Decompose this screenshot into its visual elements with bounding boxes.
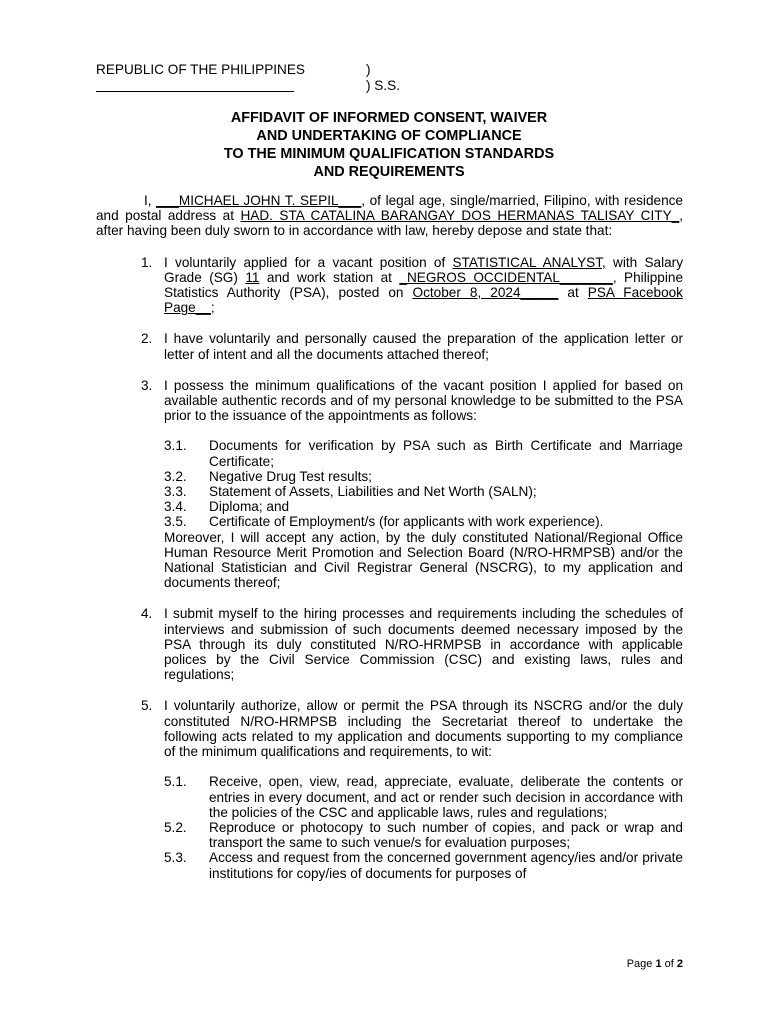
posting-date: October 8, 2024_____ (412, 285, 559, 301)
item-text: I voluntarily authorize, allow or permit the PSA through its NSCRG and/or the duly constituted N/RO-HRMPSB including the Secretariat thereof to undertake the following acts related to my application and documents supporting to my compliance of the minimum qualifications and requirements, to wit: (164, 698, 683, 760)
sub-item (164, 438, 683, 468)
sub-item-text: Access and request from the concerned government agency/ies and/or private institutions for copy/ies of documents for purposes of (209, 850, 683, 881)
sub-item-number: 3.1. (164, 438, 187, 454)
sub-item-number: 3.4. (164, 499, 187, 515)
work-station: _NEGROS OCCIDENTAL_______ (399, 269, 613, 285)
intro-text: , of legal age, single/married, Filipino, with residence and postal address at (96, 193, 683, 224)
item-text: I submit myself to the hiring processes and requirements including the schedules of interviews and submission of such documents deemed necessary imposed by the PSA through its duly constituted N/RO-HRMPSB in accordance with applicable polices by the Civil Service Commission (CSC) and existing laws, rules and regulations; (164, 606, 683, 683)
title-line-3: TO THE MINIMUM QUALIFICATION STANDARDS (223, 146, 555, 162)
sub-item (164, 820, 683, 850)
position-title: STATISTICAL ANALYST, (452, 254, 606, 270)
list-item (96, 698, 683, 880)
sub-list (164, 438, 683, 529)
intro-text: , after having been duly sworn to in accordance with law, hereby depose and state that: (96, 208, 683, 239)
posting-venue: PSA Facebook Page__ (164, 285, 683, 316)
intro-text: I, (144, 193, 157, 208)
document-body (96, 193, 683, 881)
sub-item (164, 469, 683, 484)
sub-item-number: 3.2. (164, 468, 187, 484)
sub-item-number: 5.1. (164, 774, 187, 790)
list-item (96, 606, 683, 682)
sub-item-text: Reproduce or photocopy to such number of copies, and pack or wrap and transport the same to such venue/s for evaluation purposes; (209, 819, 683, 851)
venue-blank-line (96, 78, 294, 92)
list-item (96, 331, 683, 361)
title-line-2: AND UNDERTAKING OF COMPLIANCE (256, 128, 522, 144)
item-number: 5. (141, 698, 153, 714)
list-item (96, 378, 683, 591)
item-number: 3. (141, 377, 153, 393)
sub-item-text: Certificate of Employment/s (for applicants with work experience). (209, 514, 604, 530)
page-number-footer (560, 958, 683, 970)
venue-country: REPUBLIC OF THE PHILIPPINES (96, 62, 305, 77)
sub-item-text: Diploma; and (209, 499, 290, 515)
item-number: 2. (141, 331, 153, 347)
item-text: and work station at (259, 269, 400, 285)
title-line-4: AND REQUIREMENTS (313, 164, 465, 180)
sub-list (164, 774, 683, 880)
salary-grade: 11 (245, 269, 260, 285)
item-text: I possess the minimum qualifications of the vacant position I applied for based on available authentic records and of my personal knowledge to be submitted to the PSA prior to the issuance of the appointments as follows: (164, 377, 683, 424)
item-text: with Salary Grade (SG) (164, 254, 683, 285)
item-text: , Philippine Statistics Authority (PSA), posted on (164, 269, 684, 301)
sub-item-text: Documents for verification by PSA such as Birth Certificate and Marriage Certificate; (209, 438, 683, 469)
intro-paragraph (96, 193, 683, 239)
item-text: ; (210, 300, 215, 316)
venue-block (96, 62, 516, 94)
affiant-name: ___MICHAEL JOHN T. SEPIL___ (156, 193, 362, 208)
item-number: 4. (141, 606, 153, 622)
statement-list (96, 255, 683, 881)
sub-item-text: Receive, open, view, read, appreciate, evaluate, deliberate the contents or entries in every document, and act or render such decision in accordance with the policies of the CSC and applicable laws, rules and regulations; (209, 774, 683, 820)
sub-item (164, 850, 683, 880)
current-page: 1 (655, 958, 662, 970)
sub-item-text: Statement of Assets, Liabilities and Net Worth (SALN); (209, 484, 537, 500)
venue-paren-ss: ) S.S. (366, 78, 400, 93)
list-item (96, 255, 683, 316)
item-text: at (558, 285, 588, 301)
sub-item-number: 3.5. (164, 514, 187, 530)
affiant-address: HAD. STA CATALINA BARANGAY DOS HERMANAS TALISAY CITY_ (240, 208, 680, 224)
total-pages: 2 (676, 958, 683, 970)
page-of-label: of (661, 958, 677, 970)
item-text: I voluntarily applied for a vacant position of (164, 254, 453, 270)
page-label: Page (626, 958, 656, 970)
item-number: 1. (141, 254, 153, 270)
sub-item-number: 3.3. (164, 484, 187, 500)
venue-paren-1: ) (366, 62, 371, 77)
moreover-paragraph: Moreover, I will accept any action, by the duly constituted National/Regional Office Human Resource Merit Promotion and Selection Board (N/RO-HRMPSB) and/or the National Statistician and Civil Registrar General (NSCRG), to my application and documents thereof; (164, 529, 683, 591)
sub-item (164, 499, 683, 514)
sub-item-number: 5.3. (164, 850, 187, 866)
item-text: I have voluntarily and personally caused the preparation of the application letter or letter of intent and all the documents attached thereof; (164, 331, 683, 362)
sub-item (164, 774, 683, 820)
sub-item-text: Negative Drug Test results; (209, 468, 372, 484)
sub-item (164, 484, 683, 499)
title-line-1: AFFIDAVIT OF INFORMED CONSENT, WAIVER (230, 110, 548, 126)
document-title (96, 109, 682, 181)
sub-item-number: 5.2. (164, 819, 187, 835)
sub-item (164, 514, 683, 529)
